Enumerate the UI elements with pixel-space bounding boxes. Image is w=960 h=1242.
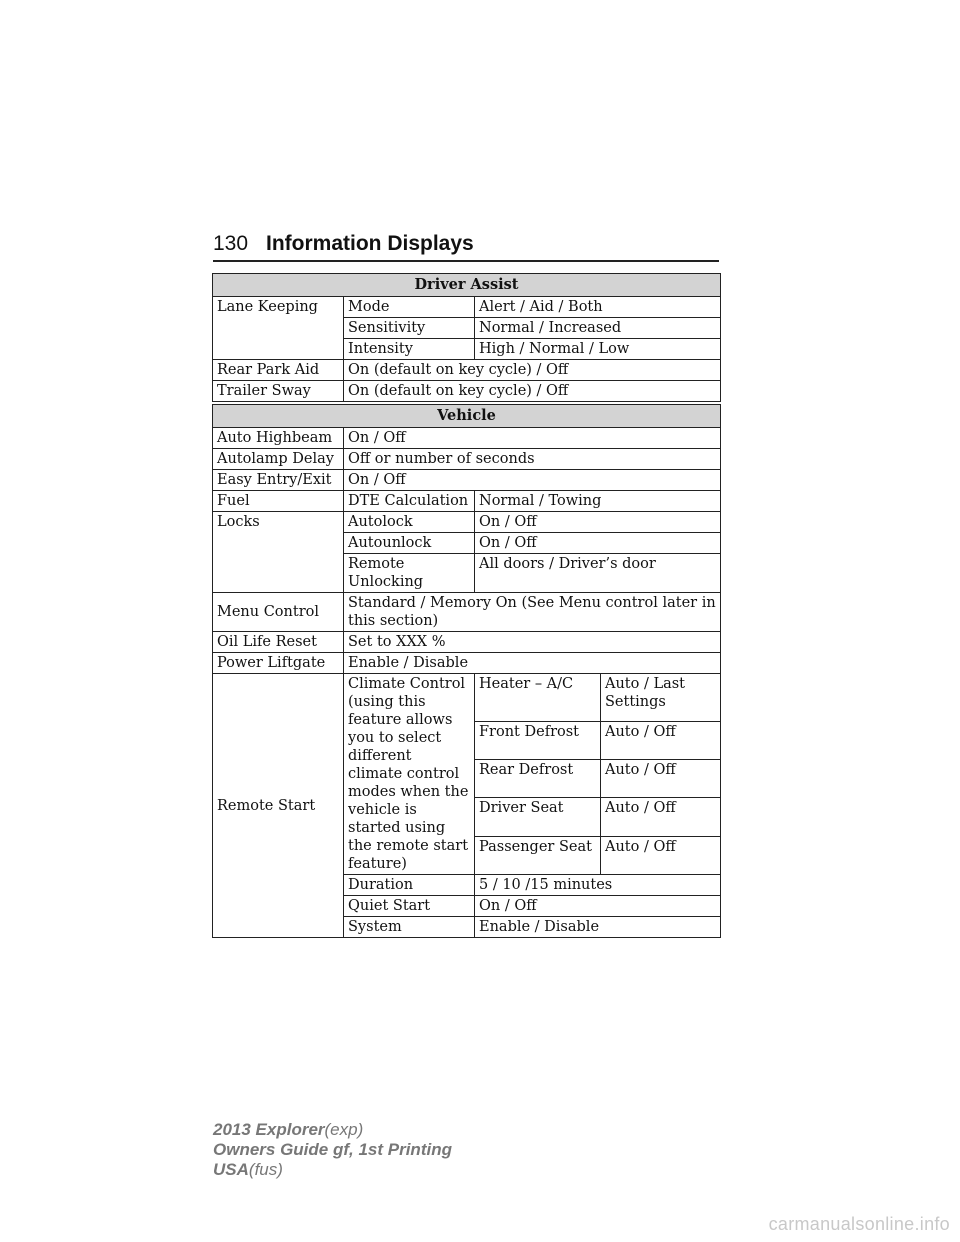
table-row xyxy=(213,449,721,470)
setting-label: Autounlock xyxy=(344,533,475,554)
setting-options: Off or number of seconds xyxy=(344,449,721,470)
setting-options: On (default on key cycle) / Off xyxy=(344,381,721,402)
footer-model: 2013 Explorer xyxy=(213,1120,325,1139)
table-row xyxy=(213,674,721,722)
table-row xyxy=(213,632,721,653)
setting-label: Climate Control (using this feature allows you to select different climate control modes when the vehicle is started using the remote start feature) xyxy=(344,674,475,875)
setting-options: Auto / Off xyxy=(601,759,721,797)
setting-options: Alert / Aid / Both xyxy=(475,297,721,318)
setting-options: High / Normal / Low xyxy=(475,339,721,360)
table-row xyxy=(213,491,721,512)
setting-options: Auto / Off xyxy=(601,721,721,759)
setting-label: DTE Calculation xyxy=(344,491,475,512)
feature-label: Remote Start xyxy=(213,674,344,938)
feature-label: Locks xyxy=(213,512,344,593)
feature-label: Oil Life Reset xyxy=(213,632,344,653)
setting-options: Auto / Off xyxy=(601,798,721,836)
setting-options: All doors / Driver’s door xyxy=(475,554,721,593)
feature-label: Auto Highbeam xyxy=(213,428,344,449)
table-row xyxy=(213,593,721,632)
table-row xyxy=(213,428,721,449)
section-heading: Driver Assist xyxy=(213,274,721,297)
setting-options: Set to XXX % xyxy=(344,632,721,653)
setting-options: Auto / Last Settings xyxy=(601,674,721,722)
table-row xyxy=(213,405,721,428)
setting-label: Mode xyxy=(344,297,475,318)
setting-label: Passenger Seat xyxy=(475,836,601,874)
setting-label: Duration xyxy=(344,875,475,896)
footer-guide: Owners Guide gf, 1st Printing xyxy=(213,1140,452,1159)
setting-label: Front Defrost xyxy=(475,721,601,759)
footer-line-guide xyxy=(213,1140,452,1160)
page-footer xyxy=(213,1120,452,1180)
setting-options: On / Off xyxy=(344,428,721,449)
setting-options: Normal / Increased xyxy=(475,318,721,339)
feature-label: Menu Control xyxy=(213,593,344,632)
feature-label: Rear Park Aid xyxy=(213,360,344,381)
table-row xyxy=(213,470,721,491)
footer-model-code: (exp) xyxy=(324,1120,364,1139)
feature-label: Fuel xyxy=(213,491,344,512)
feature-label: Easy Entry/Exit xyxy=(213,470,344,491)
page-header xyxy=(213,230,719,262)
setting-label: Quiet Start xyxy=(344,896,475,917)
setting-label: Sensitivity xyxy=(344,318,475,339)
setting-label: Driver Seat xyxy=(475,798,601,836)
vehicle-table xyxy=(212,404,721,938)
footer-line-market xyxy=(213,1160,452,1180)
driver-assist-table xyxy=(212,273,721,402)
setting-options: On / Off xyxy=(475,512,721,533)
feature-label: Lane Keeping xyxy=(213,297,344,360)
setting-options: On (default on key cycle) / Off xyxy=(344,360,721,381)
table-row xyxy=(213,297,721,318)
setting-options: Enable / Disable xyxy=(344,653,721,674)
setting-options: On / Off xyxy=(475,533,721,554)
watermark: carmanualsonline.info xyxy=(768,1214,950,1234)
setting-options: Enable / Disable xyxy=(475,917,721,938)
setting-label: Rear Defrost xyxy=(475,759,601,797)
section-heading: Vehicle xyxy=(213,405,721,428)
setting-options: Standard / Memory On (See Menu control later in this section) xyxy=(344,593,721,632)
feature-label: Autolamp Delay xyxy=(213,449,344,470)
page-number: 130 xyxy=(213,232,249,255)
setting-options: Normal / Towing xyxy=(475,491,721,512)
table-row xyxy=(213,653,721,674)
footer-market: USA xyxy=(213,1160,249,1179)
setting-label: System xyxy=(344,917,475,938)
footer-market-code: (fus) xyxy=(248,1160,283,1179)
feature-label: Power Liftgate xyxy=(213,653,344,674)
setting-label: Remote Unlocking xyxy=(344,554,475,593)
setting-options: On / Off xyxy=(344,470,721,491)
setting-options: On / Off xyxy=(475,896,721,917)
table-row xyxy=(213,512,721,533)
setting-label: Heater – A/C xyxy=(475,674,601,722)
setting-options: Auto / Off xyxy=(601,836,721,874)
setting-label: Intensity xyxy=(344,339,475,360)
table-row xyxy=(213,360,721,381)
table-row xyxy=(213,381,721,402)
table-row xyxy=(213,274,721,297)
setting-options: 5 / 10 /15 minutes xyxy=(475,875,721,896)
page-title: Information Displays xyxy=(266,232,474,255)
feature-label: Trailer Sway xyxy=(213,381,344,402)
setting-label: Autolock xyxy=(344,512,475,533)
footer-line-model xyxy=(213,1120,452,1140)
